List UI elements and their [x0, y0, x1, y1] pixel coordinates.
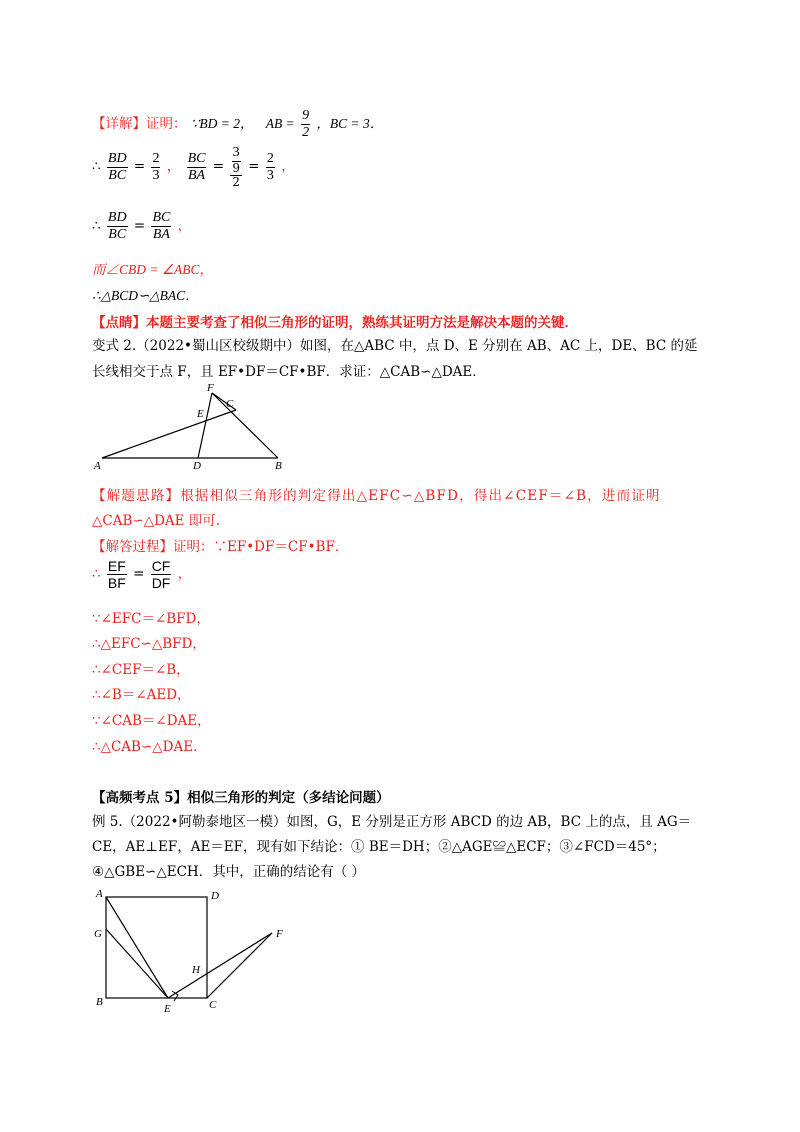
label-c: C — [209, 999, 217, 1011]
frac-bd-bc — [107, 210, 128, 243]
label-c: C — [226, 398, 234, 410]
solution-fraction-line — [92, 558, 191, 591]
given-ab-fraction — [301, 108, 310, 141]
detail-step2 — [92, 210, 191, 243]
eq-sign: = — [133, 218, 146, 234]
line-end: ， — [177, 218, 192, 234]
label-b: B — [96, 996, 103, 1008]
nested-fraction — [230, 162, 242, 189]
line-end: ， — [281, 158, 295, 175]
nested-num: 9 — [232, 161, 240, 175]
idea-line2: △CAB∽△DAE 即可． — [92, 513, 230, 529]
frac-bc-ba — [151, 210, 171, 243]
frac-3-over-9-2 — [230, 145, 242, 189]
frac-den: BC — [108, 167, 127, 183]
nested-den: 2 — [232, 175, 240, 189]
detail-step4: ∴△BCD∽△BAC． — [92, 288, 199, 303]
given-ab-num: 9 — [302, 108, 310, 123]
frac-bc-ba — [187, 151, 207, 184]
frac-num: 2 — [152, 150, 160, 166]
example5-line2: CE，AE⊥EF，AE＝EF，现有如下结论：① BE＝DH；②△AGE≌△ECF；③∠FCD＝45°； — [92, 839, 666, 855]
label-d: D — [193, 460, 201, 472]
process-label: 【解答过程】证明：∵EF•DF＝CF•BF． — [92, 539, 349, 555]
given-bc: ，BC = 3． — [316, 116, 384, 131]
label-d: D — [211, 890, 219, 902]
frac-2-3-b — [266, 151, 275, 184]
label-f: F — [276, 928, 283, 940]
detail-line — [92, 108, 383, 141]
eq-sign: = — [248, 158, 260, 175]
frac-num: 3 — [232, 145, 240, 160]
section5-heading: 【高频考点 5】相似三角形的判定（多结论问题） — [92, 790, 390, 806]
frac-num: 2 — [266, 150, 274, 166]
comment-line: 【点睛】本题主要考查了相似三角形的证明，熟练其证明方法是解决本题的关键． — [92, 315, 578, 331]
frac-den: 3 — [152, 167, 160, 183]
given-ab-den: 2 — [302, 125, 310, 140]
frac-den: BF — [107, 575, 126, 591]
solution-step-5: ∵∠CAB＝∠DAE， — [92, 713, 211, 729]
idea-line1: 【解题思路】根据相似三角形的判定得出△EFC∽△BFD，得出∠CEF＝∠B，进而证明 — [92, 488, 661, 504]
detail-step3: 而∠CBD = ∠ABC， — [92, 262, 213, 277]
label-e: E — [197, 408, 204, 420]
label-e: E — [164, 1003, 171, 1015]
label-f: F — [207, 382, 214, 394]
frac-bd-bc — [107, 151, 128, 184]
solution-step-3: ∴∠CEF＝∠B， — [92, 662, 190, 678]
detail-step1 — [92, 145, 295, 189]
frac-num: EF — [107, 558, 126, 574]
example5-figure — [86, 885, 296, 1020]
solution-step-2: ∴△EFC∽△BFD， — [92, 636, 206, 652]
frac-num: BD — [107, 210, 127, 225]
solution-step-4: ∴∠B＝∠AED， — [92, 687, 191, 703]
therefore-2: ∴ — [92, 218, 101, 234]
given-bd: ∵BD = 2， — [190, 116, 254, 131]
eq-sign: = — [212, 158, 225, 175]
frac-den: 3 — [266, 167, 274, 183]
frac-den: DF — [151, 575, 171, 591]
frac-den: BA — [152, 227, 170, 242]
solution-step-6: ∴△CAB∽△DAE． — [92, 739, 207, 755]
line-end: ， — [177, 566, 192, 582]
label-h: H — [192, 964, 200, 976]
solution-step-1: ∵∠EFC＝∠BFD， — [92, 611, 210, 627]
label-a: A — [96, 888, 103, 900]
eq-sign: = — [133, 158, 146, 175]
frac-num: BD — [107, 150, 127, 166]
variant2-figure — [92, 380, 292, 475]
example5-line1: 例 5.（2022•阿勒泰地区一模）如图，G，E 分别是正方形 ABCD 的边 AB，BC 上的点，且 AG＝ — [92, 814, 692, 830]
variant2-line2: 长线相交于点 F，且 EF•DF＝CF•BF．求证：△CAB∽△DAE． — [92, 364, 486, 380]
eq-sign: = — [133, 566, 145, 582]
frac-cf-df — [151, 558, 172, 591]
frac-num: BC — [187, 150, 206, 166]
detail-label: 【详解】证明： — [92, 116, 187, 132]
frac-num: BC — [152, 210, 171, 225]
variant2-line1: 变式 2.（2022•蜀山区校级期中）如图，在△ABC 中，点 D、E 分别在 AB、AC 上，DE、BC 的延 — [92, 338, 698, 354]
given-ab-left: AB = — [265, 116, 295, 131]
frac-den: BC — [108, 227, 127, 242]
therefore: ∴ — [92, 566, 101, 582]
frac-2-3 — [151, 151, 160, 184]
frac-ef-bf — [107, 558, 127, 591]
frac-num: CF — [151, 558, 171, 574]
therefore-1: ∴ — [92, 158, 101, 175]
example5-line3: ④△GBE∽△ECH．其中，正确的结论有（ ） — [92, 864, 365, 880]
label-b: B — [275, 460, 282, 472]
separator: ， — [166, 158, 181, 175]
label-g: G — [94, 928, 102, 940]
label-a: A — [94, 460, 101, 472]
frac-den: BA — [187, 167, 206, 183]
